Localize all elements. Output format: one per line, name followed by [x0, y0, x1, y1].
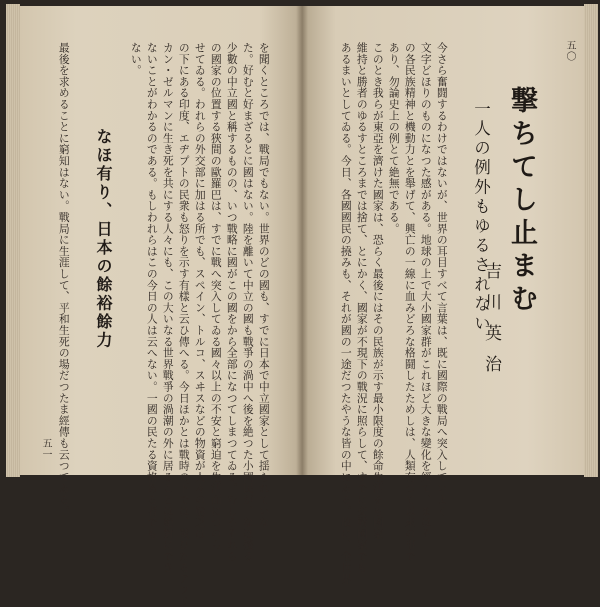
right-body-column: 維持と勝者のゆるすところまでは捨て、とにかく、國家が不現下の戰況に照らして、すでに交戰國家でも: [355, 42, 369, 574]
right-page: [302, 6, 584, 585]
page-edges-right: [584, 4, 598, 477]
page-number-left: 五一: [40, 438, 51, 460]
right-body-column: このとき我らが東亞を濟けた國家は、恐らく最後にはその民族が示す最小限度の餘命生活をも國家: [371, 42, 385, 540]
left-body-column: カン・ゼルマンに生き死を共にする人々にも、この大いなる世界戰爭の渦潮の外に居ることは絶對にでき: [161, 42, 175, 574]
left-body-column: た。好むと好まざるとに國はない。陸を離いて中立の國も戰爭の渦中へ後を絶つた小國民が、なほ殘る: [241, 42, 255, 562]
left-body-column: ないことがわかるのである。もしわれらはこの今日の人は云へない。一國の民たる資格ある者でも: [145, 42, 159, 540]
right-body-column: 今さら奮闘するわけではないが、世界の耳目すべて言葉は、既に國際の戰局へ突入していよく: [435, 42, 449, 517]
right-body-column: あり、勿論史上の例とて絶無である。: [387, 42, 401, 235]
section-heading: なほ有り、日本の餘裕餘力: [94, 128, 113, 350]
left-page: [20, 6, 302, 607]
article-title: 撃ちてし止まむ: [506, 86, 537, 317]
book-gutter: [296, 6, 308, 475]
left-body-column: ない。: [129, 42, 143, 76]
left-body-column: の國家の位置する狹間の歐羅巴は、すでに戰へ突入してゐる國々以上の不安と窮迫を生活面につのら: [209, 42, 223, 551]
left-body-column: せてゐる。われらの外交部に加はる所でも、スペイン、トルコ、スヰスなどの物資が人々の窮乏は: [193, 42, 207, 540]
left-body-column: の下にある印度、エヂプトの民衆も怒りを示す有樣と云ひ傳へる。今日ほかとは戰時の下では、戰ひたるアフリ: [177, 42, 191, 607]
right-body-column: の各民族精神と機動力とを舉げて、興亡の一線に血みどろな格鬪したためしは、人類有つて以來の事で: [403, 42, 417, 562]
page-edges-left: [6, 4, 20, 477]
page-number-right: 五〇: [564, 40, 575, 62]
left-body-column: を聞くところでは、戰局でもない。世界のどの國も、すでに日本で中立國家として揺られていな: [257, 42, 271, 528]
author-name: 吉川英治: [481, 262, 501, 386]
left-body-column: 少數の中立國と稱するものの、いつ戰略に國がこの國をから全部になつてしまつてゐる。むしろそれら: [225, 42, 239, 562]
article-subtitle: 一人の例外もゆるされない: [471, 100, 491, 334]
left-body-column: 最後を求めることに窮知はない。戰局に生涯して、平和生死の場だつたま經傳も云つてゐる。: [57, 42, 71, 517]
right-body-column: あるまいとしてゐる。今日、各國國民の撓みも、それが國の一途だつたやうな皆の中にゐる。故に、全世界: [339, 42, 353, 585]
right-body-column: 文字どほりのものになつた感がある。地球の上で大小國家群がこれほど大きな變化を經て、まはそ: [419, 42, 433, 540]
